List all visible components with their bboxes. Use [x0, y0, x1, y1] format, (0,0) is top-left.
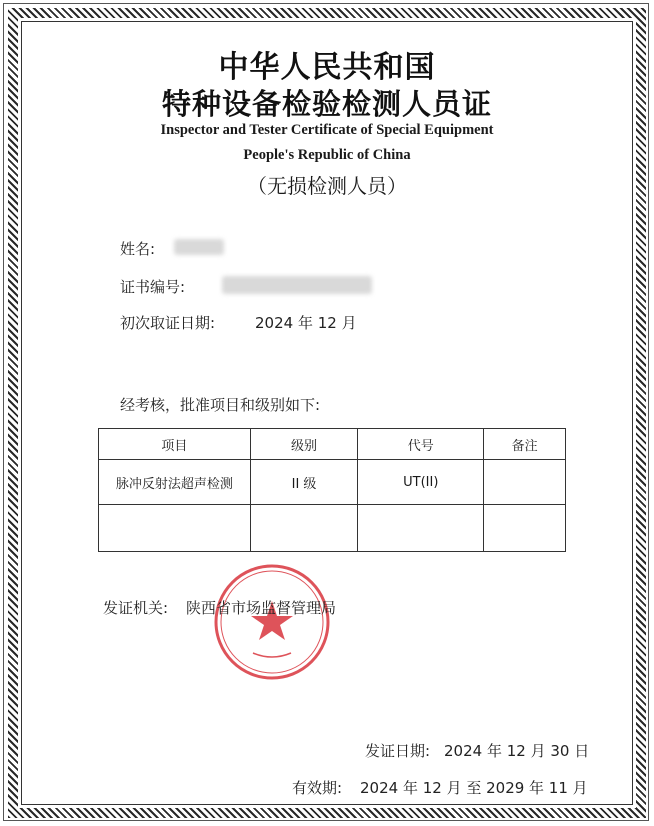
name-redacted [174, 239, 224, 255]
title-country: 中华人民共和国 [218, 50, 436, 85]
title-english: Inspector and Tester Certificate of Special Equipment [160, 122, 494, 138]
table-row [99, 460, 566, 505]
issuer-label: 发证机关: [103, 599, 169, 617]
table-row [99, 505, 566, 552]
approval-table [98, 428, 566, 552]
issuer-name: 陕西省市场监督管理局 [186, 599, 337, 617]
certificate-category: （无损检测人员） [247, 174, 407, 198]
title-certificate: 特种设备检验检测人员证 [161, 87, 492, 121]
cert-number-redacted [222, 276, 372, 294]
table-cell [484, 505, 566, 552]
seal-arc-mark [253, 653, 291, 657]
table-cell [358, 505, 484, 552]
column-header: 项目 [99, 429, 251, 460]
table-cell: 脉冲反射法超声检测 [99, 460, 251, 505]
validity-value: 2024 年 12 月 至 2029 年 11 月 [360, 779, 588, 797]
table-cell: UT(II) [358, 460, 484, 505]
issue-date-value: 2024 年 12 月 30 日 [444, 742, 590, 760]
issue-date-label: 发证日期: [365, 742, 431, 760]
table-cell [250, 505, 358, 552]
cert-number-label: 证书编号: [120, 278, 186, 296]
column-header: 级别 [250, 429, 358, 460]
first-issue-label: 初次取证日期: [120, 314, 216, 332]
name-label: 姓名: [120, 240, 156, 258]
title-english-country: People's Republic of China [243, 147, 411, 163]
column-header: 代号 [358, 429, 484, 460]
table-cell [484, 460, 566, 505]
column-header: 备注 [484, 429, 566, 460]
table-cell [99, 505, 251, 552]
official-seal [213, 563, 331, 681]
validity-label: 有效期: [292, 779, 343, 797]
table-header-row [99, 429, 566, 460]
table-cell: II 级 [250, 460, 358, 505]
first-issue-date: 2024 年 12 月 [255, 314, 357, 332]
approval-intro: 经考核，批准项目和级别如下: [120, 396, 321, 414]
